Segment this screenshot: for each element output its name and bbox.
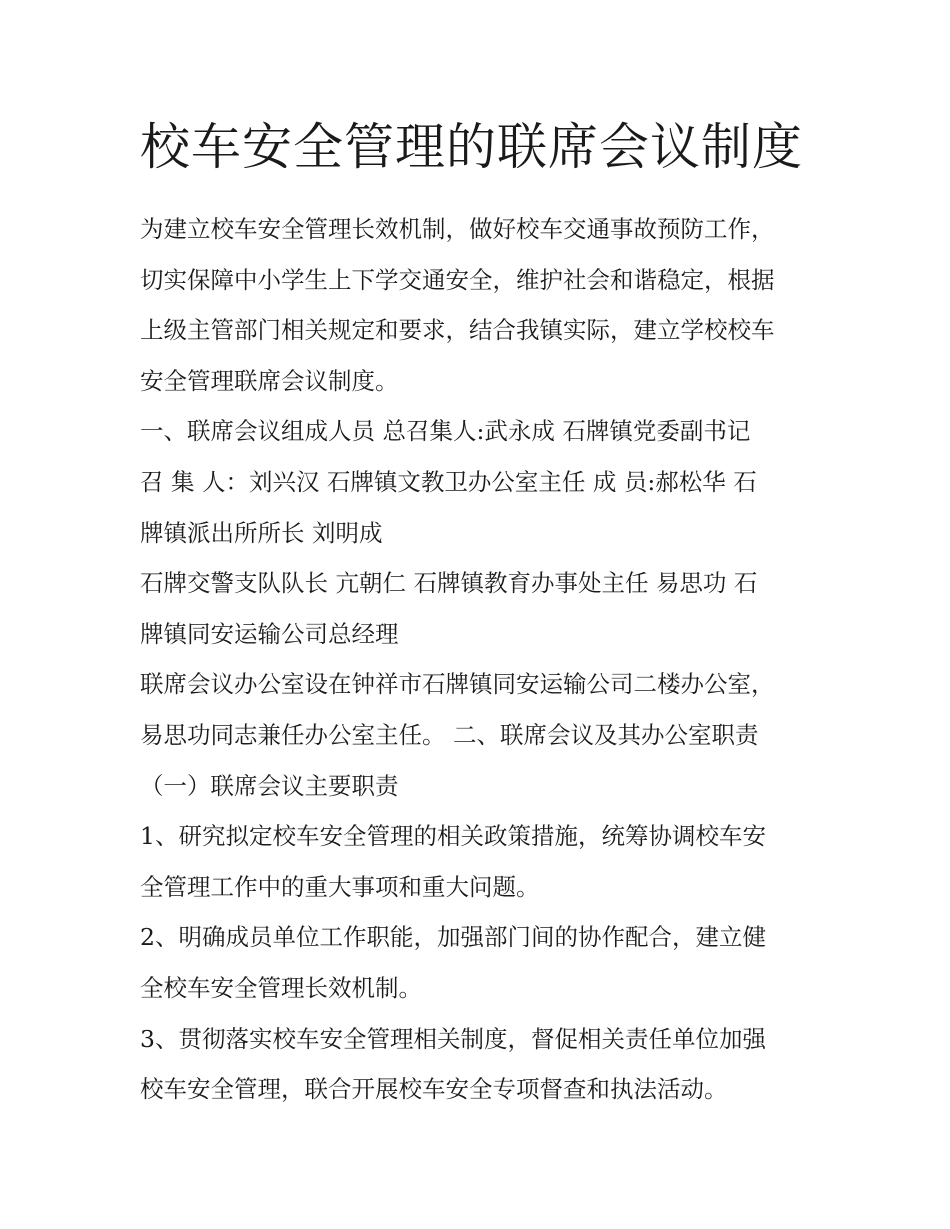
text-line: （一）联席会议主要职责 [140, 771, 399, 800]
text-line: 校车安全管理，联合开展校车安全专项督查和执法活动。 [140, 1075, 728, 1104]
document-body [140, 204, 820, 1115]
text-line: 石牌交警支队队长 亢朝仁 石牌镇教育办事处主任 易思功 石 [140, 569, 758, 598]
document-title: 校车安全管理的联席会议制度 [140, 118, 803, 176]
text-line: 切实保障中小学生上下学交通安全，维护社会和谐稳定，根据 [140, 265, 775, 294]
text-line: 一、联席会议组成人员 总召集人:武永成 石牌镇党委副书记 [140, 417, 751, 446]
text-line: 为建立校车安全管理长效机制，做好校车交通事故预防工作， [140, 215, 775, 243]
text-line: 联席会议办公室设在钟祥市石牌镇同安运输公司二楼办公室， [140, 670, 775, 699]
text-line: 全管理工作中的重大事项和重大问题。 [140, 872, 540, 901]
text-line: 全校车安全管理长效机制。 [140, 973, 422, 1002]
text-line: 1、研究拟定校车安全管理的相关政策措施，统筹协调校车安 [140, 822, 766, 851]
text-line: 召 集 人：刘兴汉 石牌镇文教卫办公室主任 成 员:郝松华 石 [140, 467, 757, 496]
text-line: 3、贯彻落实校车安全管理相关制度，督促相关责任单位加强 [140, 1024, 766, 1053]
text-line: 上级主管部门相关规定和要求，结合我镇实际，建立学校校车 [140, 316, 775, 345]
text-line: 牌镇同安运输公司总经理 [140, 619, 399, 648]
text-line: 易思功同志兼任办公室主任。 二、联席会议及其办公室职责 [140, 720, 759, 749]
text-line: 牌镇派出所所长 刘明成 [140, 518, 383, 547]
text-line: 安全管理联席会议制度。 [140, 366, 399, 395]
text-line: 2、明确成员单位工作职能，加强部门间的协作配合，建立健 [140, 923, 766, 952]
